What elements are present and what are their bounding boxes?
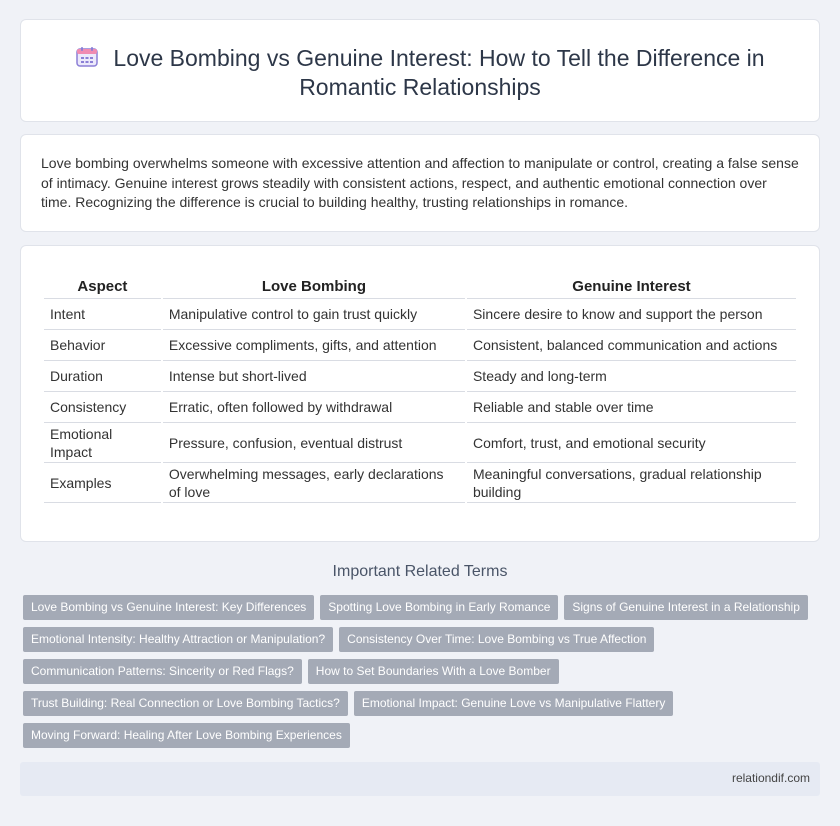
related-terms-list bbox=[23, 595, 823, 755]
related-term-link[interactable]: Signs of Genuine Interest in a Relationship bbox=[564, 595, 807, 620]
related-term-link[interactable]: How to Set Boundaries With a Love Bomber bbox=[308, 659, 559, 684]
related-term-link[interactable]: Communication Patterns: Sincerity or Red Flags? bbox=[23, 659, 302, 684]
cell-love-bombing: Overwhelming messages, early declarations of love bbox=[163, 463, 465, 503]
cell-love-bombing: Intense but short-lived bbox=[163, 361, 465, 392]
related-term-link[interactable]: Emotional Impact: Genuine Love vs Manipulative Flattery bbox=[354, 691, 673, 716]
table-row bbox=[44, 299, 796, 330]
table-row bbox=[44, 361, 796, 392]
comparison-card bbox=[20, 245, 820, 542]
cell-genuine-interest: Comfort, trust, and emotional security bbox=[467, 423, 796, 463]
header-aspect: Aspect bbox=[44, 275, 161, 299]
calendar-icon bbox=[75, 46, 99, 68]
related-term-link[interactable]: Consistency Over Time: Love Bombing vs True Affection bbox=[339, 627, 654, 652]
cell-genuine-interest: Steady and long-term bbox=[467, 361, 796, 392]
related-terms-heading: Important Related Terms bbox=[332, 563, 508, 580]
table-row bbox=[44, 330, 796, 361]
header-love-bombing: Love Bombing bbox=[163, 275, 465, 299]
intro-paragraph: Love bombing overwhelms someone with excessive attention and affection to manipulate or control, creating a false sense of intimacy. Genuine interest grows steadily with consistent actions, respect, and authentic emotional connection over time. Recognizing the difference is crucial to building healthy, trusting relationships in romance. bbox=[41, 155, 799, 210]
page-title-text: Love Bombing vs Genuine Interest: How to Tell the Difference in Romantic Relationships bbox=[113, 45, 765, 100]
intro-card bbox=[20, 134, 820, 232]
cell-aspect: Intent bbox=[44, 299, 161, 330]
related-term-link[interactable]: Love Bombing vs Genuine Interest: Key Differences bbox=[23, 595, 314, 620]
title-card bbox=[20, 19, 820, 122]
cell-genuine-interest: Reliable and stable over time bbox=[467, 392, 796, 423]
related-term-link[interactable]: Spotting Love Bombing in Early Romance bbox=[320, 595, 558, 620]
header-genuine-interest: Genuine Interest bbox=[467, 275, 796, 299]
cell-aspect: Emotional Impact bbox=[44, 423, 161, 463]
related-term-link[interactable]: Moving Forward: Healing After Love Bombing Experiences bbox=[23, 723, 350, 748]
cell-love-bombing: Pressure, confusion, eventual distrust bbox=[163, 423, 465, 463]
footer bbox=[20, 762, 820, 796]
cell-aspect: Examples bbox=[44, 463, 161, 503]
cell-aspect: Duration bbox=[44, 361, 161, 392]
table-row bbox=[44, 392, 796, 423]
related-term-link[interactable]: Trust Building: Real Connection or Love Bombing Tactics? bbox=[23, 691, 348, 716]
cell-genuine-interest: Sincere desire to know and support the person bbox=[467, 299, 796, 330]
cell-love-bombing: Erratic, often followed by withdrawal bbox=[163, 392, 465, 423]
table-row bbox=[44, 423, 796, 463]
page-title bbox=[61, 44, 779, 102]
cell-genuine-interest: Meaningful conversations, gradual relationship building bbox=[467, 463, 796, 503]
table-row bbox=[44, 463, 796, 503]
comparison-table bbox=[42, 275, 798, 503]
cell-love-bombing: Excessive compliments, gifts, and attention bbox=[163, 330, 465, 361]
cell-aspect: Consistency bbox=[44, 392, 161, 423]
cell-love-bombing: Manipulative control to gain trust quickly bbox=[163, 299, 465, 330]
related-term-link[interactable]: Emotional Intensity: Healthy Attraction or Manipulation? bbox=[23, 627, 333, 652]
cell-genuine-interest: Consistent, balanced communication and actions bbox=[467, 330, 796, 361]
cell-aspect: Behavior bbox=[44, 330, 161, 361]
site-name[interactable]: relationdif.com bbox=[731, 771, 810, 785]
table-header-row bbox=[44, 275, 796, 299]
